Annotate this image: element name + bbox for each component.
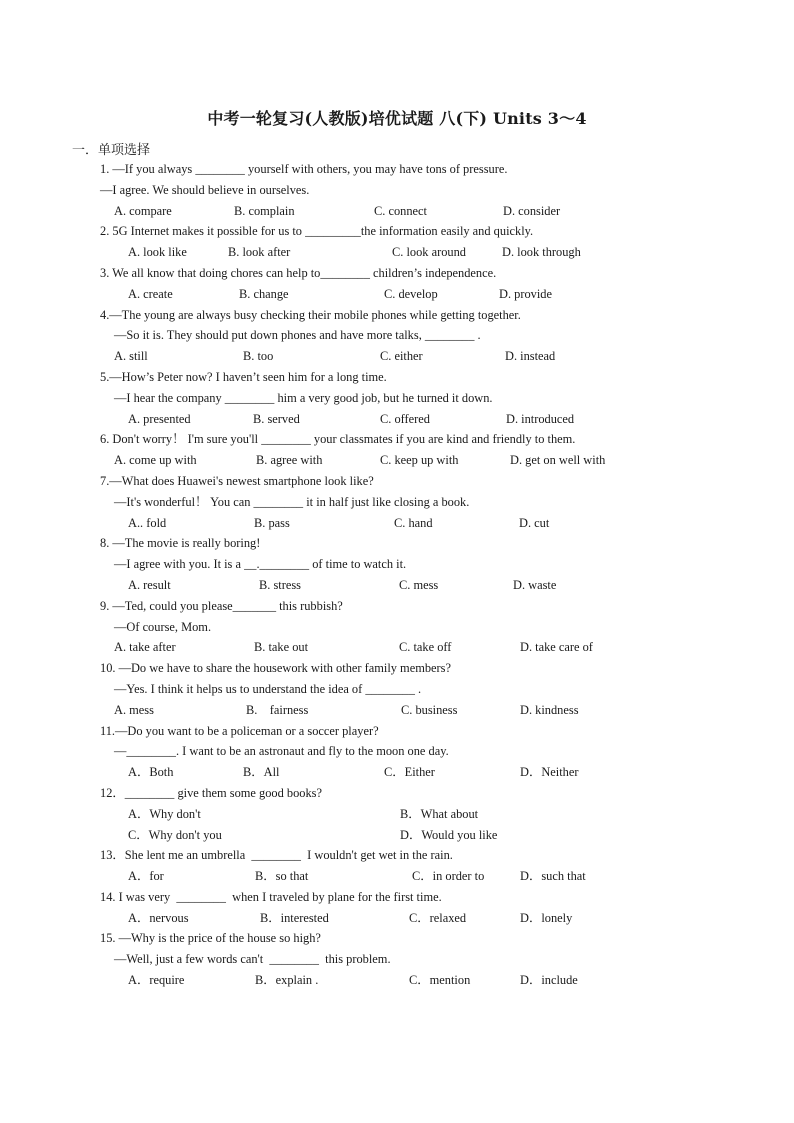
options-row [0,450,794,471]
answer-option[interactable]: C．mention [409,973,471,988]
answer-option[interactable]: C．Why don't you [128,827,222,842]
answer-option[interactable]: C. connect [374,203,427,218]
answer-option[interactable]: B. take out [254,640,309,655]
answer-option[interactable]: A. mess [114,702,154,717]
answer-option[interactable]: C. take off [399,640,452,655]
options-row [0,762,794,783]
question-dialogue-line: —I agree with you. It is a __.________ of time to watch it. [114,557,407,572]
question-dialogue-line: —Well, just a few words can't ________ this problem. [114,952,391,967]
options-row [0,637,794,658]
answer-option[interactable]: B. change [239,286,289,301]
answer-option[interactable]: C．in order to [412,869,485,884]
answer-option[interactable]: D. kindness [520,702,579,717]
question-stem: 6. Don't worry！ I'm sure you'll ________ your classmates if you are kind and friendly to them. [100,432,576,447]
answer-option[interactable]: A.. fold [128,515,167,530]
options-row [0,284,794,305]
answer-option[interactable]: B．What about [400,806,479,821]
answer-option[interactable]: C．Either [384,765,435,780]
answer-option[interactable]: A．Both [128,765,174,780]
answer-option[interactable]: A．for [128,869,164,884]
answer-option[interactable]: D. waste [513,577,557,592]
answer-option[interactable]: B．so that [255,869,309,884]
question-stem: 8. —The movie is really boring! [100,536,261,551]
answer-option[interactable]: B. agree with [256,453,323,468]
answer-option[interactable]: A. presented [128,411,191,426]
question-stem: 12．________ give them some good books? [100,785,322,800]
answer-option[interactable]: C．relaxed [409,910,467,925]
question-dialogue-line: —I hear the company ________ him a very good job, but he turned it down. [114,390,493,405]
answer-option[interactable]: D. consider [503,203,561,218]
answer-option[interactable]: B. complain [234,203,295,218]
answer-option[interactable]: D. get on well with [510,453,606,468]
options-row [0,409,794,430]
answer-option[interactable]: A. still [114,349,148,364]
options-row [0,201,794,222]
options-row [0,513,794,534]
question-dialogue-line: —I agree. We should believe in ourselves. [100,182,310,197]
options-row [0,908,794,929]
answer-option[interactable]: B．explain . [255,973,319,988]
answer-option[interactable]: D. provide [499,286,552,301]
question-stem: 7.—What does Huawei's newest smartphone look like? [100,473,374,488]
answer-option[interactable]: C. keep up with [380,453,459,468]
question-dialogue-line: —________. I want to be an astronaut and fly to the moon one day. [114,744,449,759]
question-dialogue-line: —Of course, Mom. [114,619,212,634]
answer-option[interactable]: A. result [128,577,171,592]
options-row [0,242,794,263]
answer-option[interactable]: D. cut [519,515,550,530]
answer-option[interactable]: A. compare [114,203,172,218]
answer-option[interactable]: B. look after [228,245,291,260]
answer-option[interactable]: A．nervous [128,910,189,925]
section-heading: 一．单项选择 [72,143,151,158]
answer-option[interactable]: D. instead [505,349,556,364]
answer-option[interactable]: C. offered [380,411,431,426]
question-stem: 13．She lent me an umbrella ________ I wouldn't get wet in the rain. [100,848,453,863]
page-title: 中考一轮复习(人教版)培优试题 八(下) Units 3～4 [207,109,587,128]
answer-option[interactable]: D．lonely [520,910,573,925]
answer-option[interactable]: D. introduced [506,411,575,426]
answer-option[interactable]: A. take after [114,640,176,655]
answer-option[interactable]: A．Why don't [128,806,201,821]
options-row [0,825,794,846]
answer-option[interactable]: C. either [380,349,423,364]
question-list [0,159,794,991]
question-stem: 3. We all know that doing chores can help to________ children’s independence. [100,265,497,280]
answer-option[interactable]: B．All [243,765,280,780]
question-dialogue-line: —So it is. They should put down phones and have more talks, ________ . [114,328,481,343]
question-stem: 9. —Ted, could you please_______ this rubbish? [100,598,343,613]
answer-option[interactable]: B. too [243,349,274,364]
answer-option[interactable]: A. create [128,286,173,301]
options-row [0,346,794,367]
answer-option[interactable]: D. take care of [520,640,593,655]
question-stem: 14. I was very ________ when I traveled by plane for the first time. [100,889,442,904]
answer-option[interactable]: B. pass [254,515,290,530]
answer-option[interactable]: D．Would you like [400,827,498,842]
question-stem: 15. —Why is the price of the house so high? [100,931,321,946]
question-stem: 1. —If you always ________ yourself with others, you may have tons of pressure. [100,162,508,176]
answer-option[interactable]: D．include [520,973,578,988]
question-stem: 11.—Do you want to be a policeman or a soccer player? [100,723,379,738]
answer-option[interactable]: B. fairness [246,702,309,717]
options-row [0,575,794,596]
answer-option[interactable]: A．require [128,973,185,988]
question-dialogue-line: —Yes. I think it helps us to understand the idea of ________ . [114,681,422,696]
answer-option[interactable]: D. look through [502,245,581,260]
question-stem: 10. —Do we have to share the housework with other family members? [100,661,451,676]
answer-option[interactable]: D．such that [520,869,586,884]
question-stem: 4.—The young are always busy checking their mobile phones while getting together. [100,307,521,322]
answer-option[interactable]: C. mess [399,577,439,592]
answer-option[interactable]: C. hand [394,515,433,530]
question-stem: 5.—How’s Peter now? I haven’t seen him for a long time. [100,369,387,384]
question-stem: 2. 5G Internet makes it possible for us to _________the information easily and quickly. [100,224,534,239]
answer-option[interactable]: C. develop [384,286,438,301]
answer-option[interactable]: C. look around [392,245,466,260]
options-row [0,700,794,721]
answer-option[interactable]: C. business [401,702,458,717]
answer-option[interactable]: A. look like [128,245,187,260]
options-row [0,866,794,887]
answer-option[interactable]: B. stress [259,577,301,592]
options-row [0,970,794,991]
answer-option[interactable]: B．interested [260,910,329,925]
question-dialogue-line: —It's wonderful！ You can ________ it in half just like closing a book. [114,494,470,509]
answer-option[interactable]: A. come up with [114,453,197,468]
answer-option[interactable]: D．Neither [520,765,579,780]
answer-option[interactable]: B. served [253,411,300,426]
options-row [0,804,794,825]
